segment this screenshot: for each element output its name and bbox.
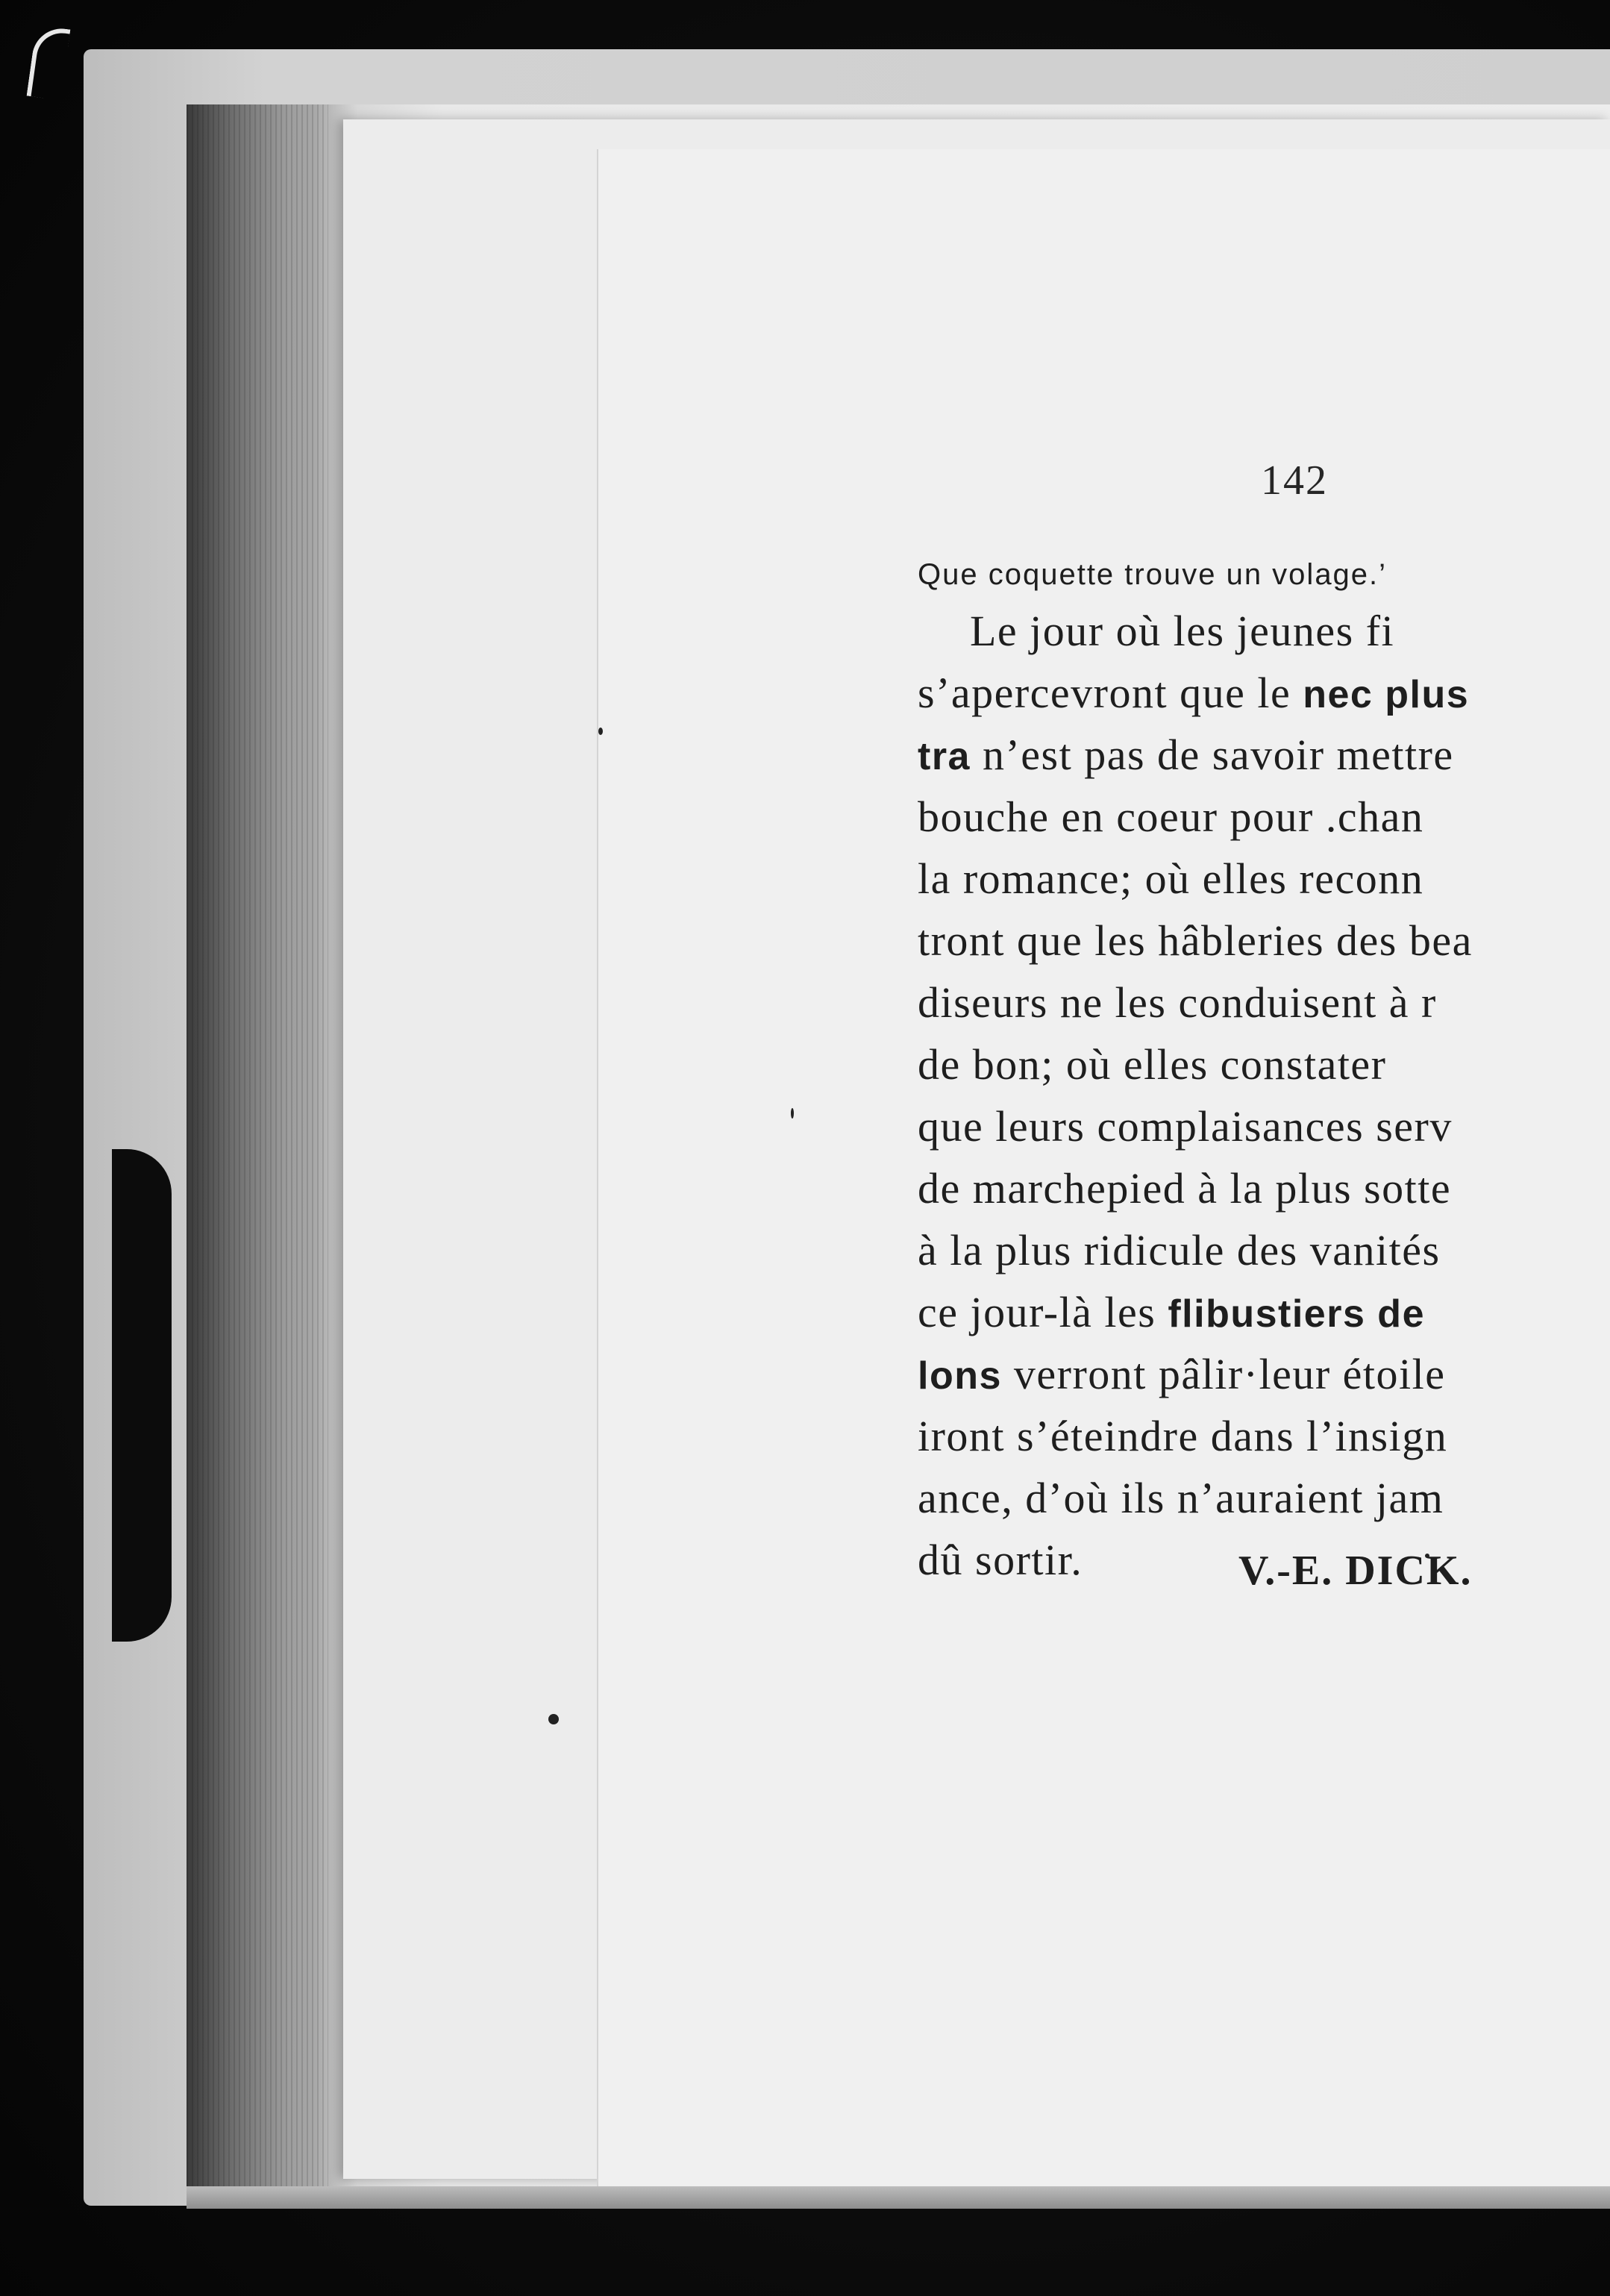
text-line xyxy=(918,1219,1610,1281)
torn-cover-edge xyxy=(112,1149,172,1642)
text-line xyxy=(918,786,1610,848)
text-segment: de marchepied à la plus sotte xyxy=(918,1164,1452,1213)
text-segment: de bon; où elles constater xyxy=(918,1040,1387,1089)
text-line xyxy=(918,600,1610,662)
text-line xyxy=(918,972,1610,1033)
bold-phrase: nec plus xyxy=(1303,673,1470,716)
text-line xyxy=(918,848,1610,910)
verse-line: Que coquette trouve un volage.’ xyxy=(918,558,1388,591)
text-line xyxy=(918,910,1610,972)
text-line xyxy=(918,1095,1610,1157)
bold-phrase: lons xyxy=(918,1354,1002,1398)
text-line xyxy=(918,1405,1610,1467)
text-line xyxy=(918,1033,1610,1095)
text-segment: s’apercevront que le xyxy=(918,669,1303,717)
text-segment: iront s’éteindre dans l’insign xyxy=(918,1412,1448,1460)
text-line xyxy=(918,1281,1610,1343)
text-segment: dû sortir. xyxy=(918,1536,1083,1584)
text-line xyxy=(918,1157,1610,1219)
text-segment: Le jour où les jeunes fi xyxy=(970,607,1395,655)
text-segment: tront que les hâbleries des bea xyxy=(918,916,1473,965)
paragraph xyxy=(918,600,1610,1591)
page-number: 142 xyxy=(1261,457,1328,504)
page-edges xyxy=(187,104,328,2194)
bold-phrase: tra xyxy=(918,735,971,778)
text-segment: ance, d’où ils n’auraient jam xyxy=(918,1474,1444,1522)
text-segment: bouche en coeur pour .chan xyxy=(918,792,1424,841)
page-text xyxy=(918,549,1610,1591)
text-segment: n’est pas de savoir mettre xyxy=(970,731,1454,779)
text-segment: verront pâlir·leur étoile xyxy=(1001,1350,1446,1398)
text-line xyxy=(918,662,1610,724)
text-segment: à la plus ridicule des vanités xyxy=(918,1226,1441,1274)
text-line xyxy=(918,724,1610,786)
text-segment: diseurs ne les conduisent à r xyxy=(918,978,1437,1027)
text-segment: ce jour-là les xyxy=(918,1288,1168,1336)
ink-speck xyxy=(598,728,603,735)
text-segment: que leurs complaisances serv xyxy=(918,1102,1453,1151)
ink-speck xyxy=(548,1714,559,1724)
ink-speck xyxy=(791,1108,794,1119)
page-bottom-edge xyxy=(187,2186,1610,2209)
text-segment: la romance; où elles reconn xyxy=(918,854,1424,903)
author-signature: V.-E. DICK. xyxy=(1238,1548,1473,1594)
text-line xyxy=(918,1343,1610,1405)
text-line xyxy=(918,1467,1610,1529)
bold-phrase: flibustiers de xyxy=(1168,1292,1425,1336)
